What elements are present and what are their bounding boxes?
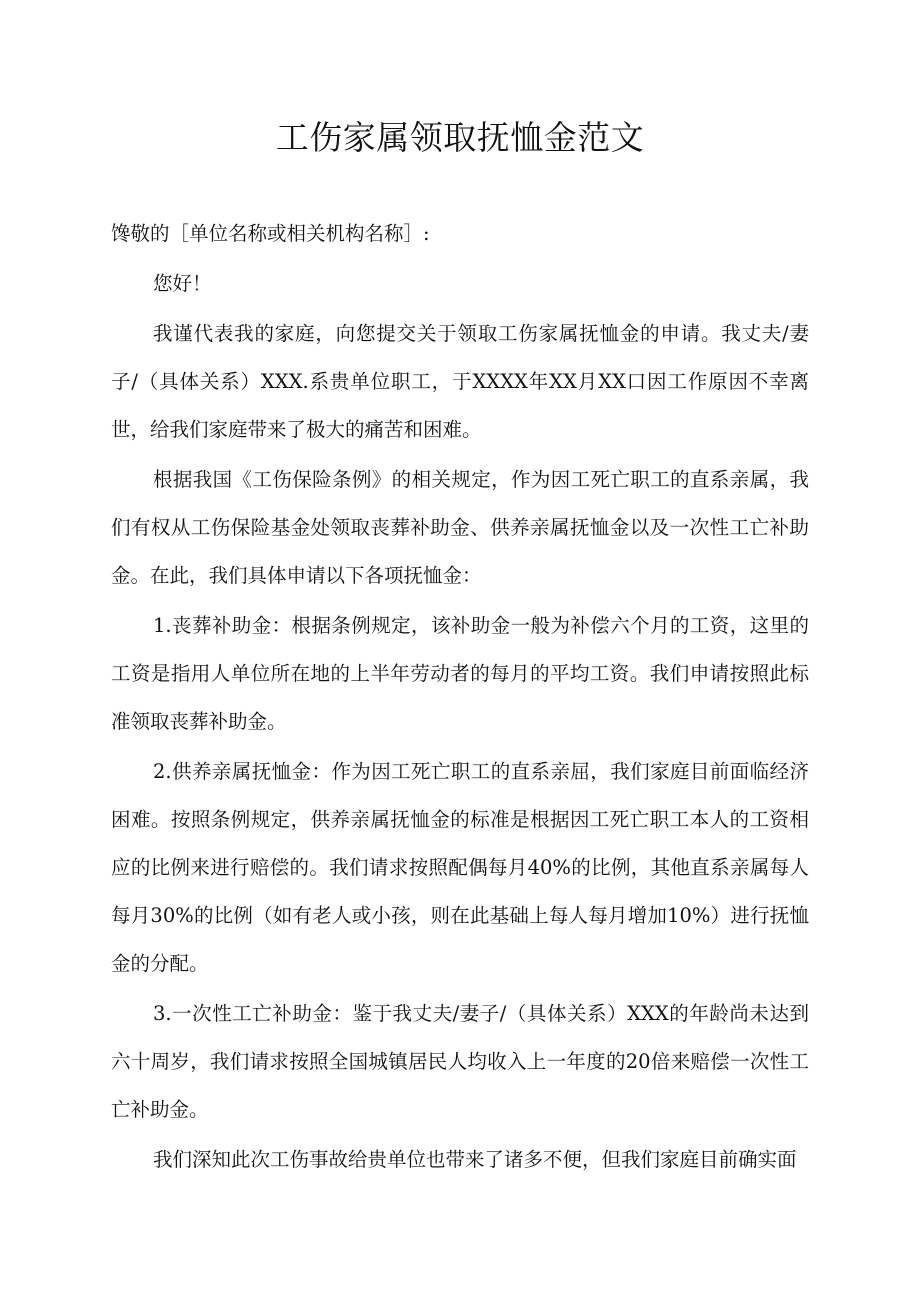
list-item-dependent-pension: 2.供养亲属抚恤金：作为因工死亡职工的直系亲屈，我们家庭目前面临经济困难。按照条例规定，供养亲属抚恤金的标准是根据因工死亡职工本人的工资相应的比例来进行赔偿的。我们请求按照配偶每月40%的比例，其他直系亲属每人每月30%的比例（如有老人或小孩，则在此基础上每人每月增加10%）进行抚恤金的分配。 [111, 760, 809, 975]
paragraph-closing: 我们深知此次工伤事故给贵单位也带来了诸多不便，但我们家庭目前确实面 [153, 1148, 797, 1171]
document-body [111, 210, 809, 1186]
salutation: 馋敬的［单位名称或相关机构名称］: [111, 222, 430, 245]
list-item-funeral-subsidy: 1.丧葬补助金：根据条例规定，该补助金一般为补偿六个月的工资，这里的工资是指用人单位所在地的上半年劳动者的每月的平均工资。我们申请按照此标准领取丧葬补助金。 [111, 614, 809, 733]
list-item-lump-sum-subsidy: 3.一次性工亡补助金：鉴于我丈夫/妻子/（具体关系）XXX的年龄尚未达到六十周岁，我们请求按照全国城镇居民人均收入上一年度的20倍来赔偿一次性工亡补助金。 [111, 1002, 809, 1121]
paragraph-intro: 我谨代表我的家庭，向您提交关于领取工伤家属抚恤金的申请。我丈夫/妻子/（具体关系）XXX.系贵单位职工，于XXXX年XX月XX口因工作原因不幸离世，给我们家庭带来了极大的痛苦和困难。 [111, 322, 809, 441]
document-title: 工伤家属领取抚恤金范文 [275, 118, 645, 157]
greeting: 您好！ [153, 272, 212, 295]
paragraph-legal-basis: 根据我国《工伤保险条例》的相关规定，作为因工死亡职工的直系亲属，我们有权从工伤保险基金处领取丧葬补助金、供养亲属抚恤金以及一次性工亡补助金。在此，我们具体申请以下各项抚恤金： [111, 468, 809, 587]
